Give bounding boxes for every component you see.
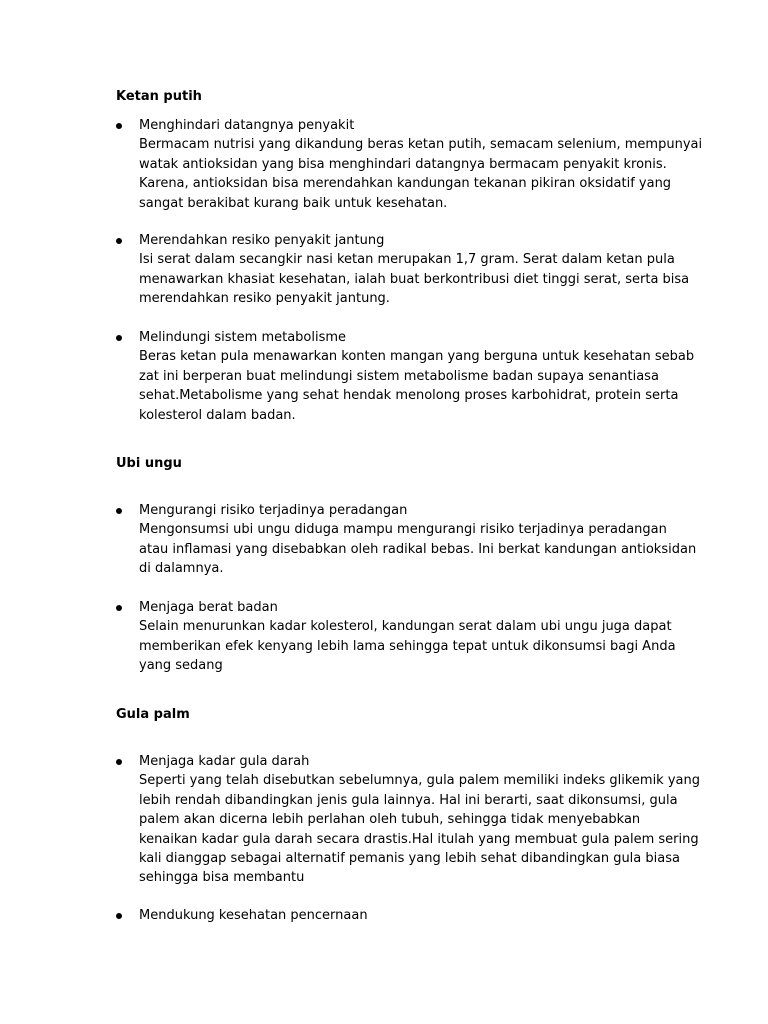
list-item-title: Menjaga kadar gula darah: [139, 754, 310, 769]
section-heading-ketan-putih: Ketan putih: [116, 89, 202, 104]
list-item-text: [139, 752, 709, 888]
text-line: di dalamnya.: [139, 561, 224, 577]
list-item-text: [139, 116, 709, 213]
text-line: Beras ketan pula menawarkan konten mangan yang berguna untuk kesehatan sebab: [139, 349, 695, 365]
list-item-text: [139, 598, 709, 676]
bullet-icon: [116, 238, 122, 244]
text-line: memberikan efek kenyang lebih lama sehingga tepat untuk dikonsumsi bagi Anda: [139, 638, 676, 654]
text-line: kali dianggap sebagai alternatif pemanis yang lebih sehat dibandingkan gula biasa: [139, 851, 680, 867]
bullet-icon: [116, 508, 122, 514]
bullet-icon: [116, 123, 122, 129]
text-line: kolesterol dalam badan.: [139, 407, 296, 423]
bullet-icon: [116, 913, 122, 919]
list-item-title: Mengurangi risiko terjadinya peradangan: [139, 503, 408, 518]
text-line: menawarkan khasiat kesehatan, ialah buat berkontribusi diet tinggi serat, serta bisa: [139, 271, 690, 287]
text-line: Bermacam nutrisi yang dikandung beras ketan putih, semacam selenium, mempunyai: [139, 137, 703, 153]
text-line: Karena, antioksidan bisa merendahkan kandungan tekanan pikiran oksidatif yang: [139, 176, 672, 192]
text-line: Mengonsumsi ubi ungu diduga mampu mengurangi risiko terjadinya peradangan: [139, 522, 667, 538]
text-line: yang sedang: [139, 658, 223, 674]
text-line: Seperti yang telah disebutkan sebelumnya, gula palem memiliki indeks glikemik yang: [139, 773, 700, 789]
section-heading-ubi-ungu: Ubi ungu: [116, 456, 182, 471]
text-line: watak antioksidan yang bisa menghindari datangnya bermacam penyakit kronis.: [139, 156, 667, 172]
text-line: Isi serat dalam secangkir nasi ketan merupakan 1,7 gram. Serat dalam ketan pula: [139, 252, 675, 268]
list-item-text: [139, 231, 709, 309]
list-item-title: Mendukung kesehatan pencernaan: [139, 908, 368, 923]
text-line: kenaikan kadar gula darah secara drastis.Hal itulah yang membuat gula palem sering: [139, 831, 699, 847]
list-item-title: Merendahkan resiko penyakit jantung: [139, 233, 385, 248]
bullet-icon: [116, 605, 122, 611]
text-line: zat ini berperan buat melindungi sistem metabolisme badan supaya senantiasa: [139, 368, 659, 384]
text-line: sangat berakibat kurang baik untuk kesehatan.: [139, 195, 448, 211]
list-item-title: Menjaga berat badan: [139, 600, 278, 615]
text-line: palem akan dicerna lebih perlahan oleh tubuh, sehingga tidak menyebabkan: [139, 812, 641, 828]
text-line: lebih rendah dibandingkan jenis gula lainnya. Hal ini berarti, saat dikonsumsi, gula: [139, 792, 678, 808]
list-item-title: Menghindari datangnya penyakit: [139, 118, 355, 133]
bullet-icon: [116, 759, 122, 765]
list-item-text: [139, 501, 709, 579]
text-line: Selain menurunkan kadar kolesterol, kandungan serat dalam ubi ungu juga dapat: [139, 619, 672, 635]
bullet-icon: [116, 335, 122, 341]
list-item-text: [139, 906, 709, 925]
text-line: atau inflamasi yang disebabkan oleh radikal bebas. Ini berkat kandungan antioksidan: [139, 541, 697, 557]
list-item-title: Melindungi sistem metabolisme: [139, 330, 347, 345]
section-heading-gula-palm: Gula palm: [116, 707, 190, 722]
text-line: sehat.Metabolisme yang sehat hendak menolong proses karbohidrat, protein serta: [139, 388, 679, 404]
text-line: merendahkan resiko penyakit jantung.: [139, 291, 390, 307]
text-line: sehingga bisa membantu: [139, 870, 305, 886]
list-item-text: [139, 328, 709, 425]
